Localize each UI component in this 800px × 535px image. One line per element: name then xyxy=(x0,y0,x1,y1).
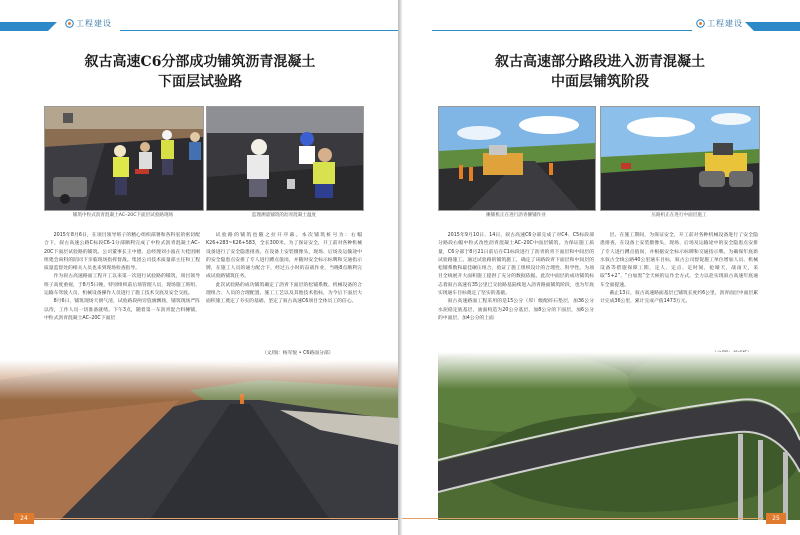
body-column-2 xyxy=(206,232,362,344)
page-number: 25 xyxy=(766,513,786,524)
footer-rule xyxy=(34,518,398,519)
header-band xyxy=(754,22,800,31)
article-author: （文/图：杨军悦 • C6路面分部） xyxy=(262,351,334,356)
title-line-2: 中面层铺筑阶段 xyxy=(551,74,649,90)
photo-paver-at-work xyxy=(438,106,596,211)
article-title xyxy=(40,52,360,92)
page-number: 24 xyxy=(14,513,34,524)
paragraph: 2015年8月6日，在项目领导班子的精心组织部署和各科室的密切配合下，叙古高速公路C标段C6-1分部顺利完成了中粒式沥青混凝土AC–20C下面层试验路的铺筑。公司董事长王中德、总经理刘小波在大桂团刚组建会尚科的陪同下亲临现场指挥督战。集团公司技术质量部主任和工程质量监督处的相关人员也来到现场检查指导。 xyxy=(44,233,200,272)
photo2-caption: 压路机正在进行中面层施工 xyxy=(651,213,707,218)
photo-curved-viaduct xyxy=(438,352,800,520)
body-column-1 xyxy=(44,232,200,364)
photo-temperature-check xyxy=(206,106,364,211)
photo1-caption: 铺筑中粒式沥青混凝土AC–20C下面层试验路现场 xyxy=(72,213,174,218)
header-band-tip xyxy=(745,22,754,31)
header-band xyxy=(0,22,48,31)
body-column-1 xyxy=(438,232,594,348)
paragraph: 8月6日，铺筑现场天朗气清，试验路段两旁旌旗飘扬，铺筑现场严阵以待，工作人员一切准备就绪。下午3点，随着第一车沥青混合料摊铺，中粒式沥青混凝土AC–20C下面层 xyxy=(44,299,200,321)
paragraph: 2015年9月10日、14日，叙古高速C6分部完成了对C4、C5标段部分路段右幅中粒式改性沥青混凝土AC–20C中面层铺筑。为保证施工质量，C6分部于8月21日前后在C1标段进行了沥青的青下面层和中间层的试验路施工。通过试验路的铺筑施工，确定了该路段青下面层和中间层的松铺系数和最佳碾压组合，验证了施工组织设计的合理性、科学性。为项目全线展开大面积施工提供了充分的数据依据。此次中面层的成功铺筑标志着叙古高速有35公里已交验路基陆续进入沥青路面铺筑阶段，也为年底实现通车目标奠定了坚实的基础。 xyxy=(438,233,594,297)
photo-roller xyxy=(600,106,760,211)
photo1-caption: 摊铺机正在进行沥青摊铺作业 xyxy=(486,213,546,218)
title-line-1: 叙古高速部分路段进入沥青混凝土 xyxy=(495,54,705,70)
section-tag: 工程建设 xyxy=(76,19,112,28)
paragraph: 截止13日，叙古高速路面基层已铺筑长度约6公里，沥青面层中面层累计完成36公里，累计完成产值1473万元。 xyxy=(600,291,758,305)
paragraph: 叙古高速路面工程采用的是15公分（厚）级配碎石垫层，加36公分水泥稳定底基层，油面构造为20公分基层，加8公分的下面层，加6公分的中面层，加4公分的上面 xyxy=(438,299,594,321)
body-column-2 xyxy=(600,232,758,344)
title-line-1: 叙古高速C6分部成功铺筑沥青混凝土 xyxy=(84,54,316,70)
right-page xyxy=(402,0,800,535)
paragraph: 此次试验路的成功铺筑确定了沥青下面层的松铺系数、机械设备的合理组合、人员的合理配置、施工工艺以及其他技术指标，为今后下面层大面积施工奠定了夯实的基础，坚定了叙古高速C6项目全体员工的信心。 xyxy=(206,282,362,305)
footer-rule xyxy=(402,518,764,519)
paragraph: 作为叙古高速路面工程开工以来第一次进行试验路的铺筑，项目领导班子高度重视，于8月5日晚，特别组织前后场管理人员、现场施工班组、运输车驾驶人员、机械设备操作人员进行了施工技术交底及安全交底。 xyxy=(44,274,200,297)
title-line-2: 下面层试验路 xyxy=(158,74,242,90)
section-tag: 工程建设 xyxy=(707,19,743,28)
article-title xyxy=(440,52,760,92)
section-logo-icon xyxy=(65,19,74,28)
header-band-tip xyxy=(48,22,57,31)
section-logo-icon xyxy=(696,19,705,28)
header-rule xyxy=(432,30,692,31)
header-rule xyxy=(120,30,398,31)
photo-paving-crew xyxy=(44,106,204,211)
photo2-caption: 监理测量铺筑的沥青混凝土温度 xyxy=(251,213,317,218)
left-page xyxy=(0,0,398,535)
paragraph: 层。在施工期间，为保证安全，开工前对各种机械设备进行了安全隐患排查，在设备上安装摄像头，现场、后场及运输途中的安全隐患点安排了专人进行蹲点值岗，并根据安全标示标牌和交通指示牌。为确保年底新水叙古全线公路40公里通车目标，叙古公司督促施工单位增加人员、机械设备等措施保障工期，定人、定点、定时间，抢晴天，战雨天，采取“5+2”、“白加黑”全天候的运作全方式，全力以赴实现叙古高速年底通车全面提速。 xyxy=(600,233,758,288)
paragraph: 试验路的铺筑也随之拉开序幕。本次铺筑桩号为：右幅K26+283~K26+583，全长300米。为了保证安全，开工前对各种机械设备进行了安全隐患排查。在设备上安装摄像头，现场、后场及运输途中的安全隐患点安排了专人进行蹲点值岗，并随时安全标示标牌和交通指示牌，在施工人员的通力配合下，经过五小时的奋战作业，当晚8点顺利完成试验路铺筑任务。 xyxy=(206,233,362,280)
photo-finished-road xyxy=(0,360,398,520)
